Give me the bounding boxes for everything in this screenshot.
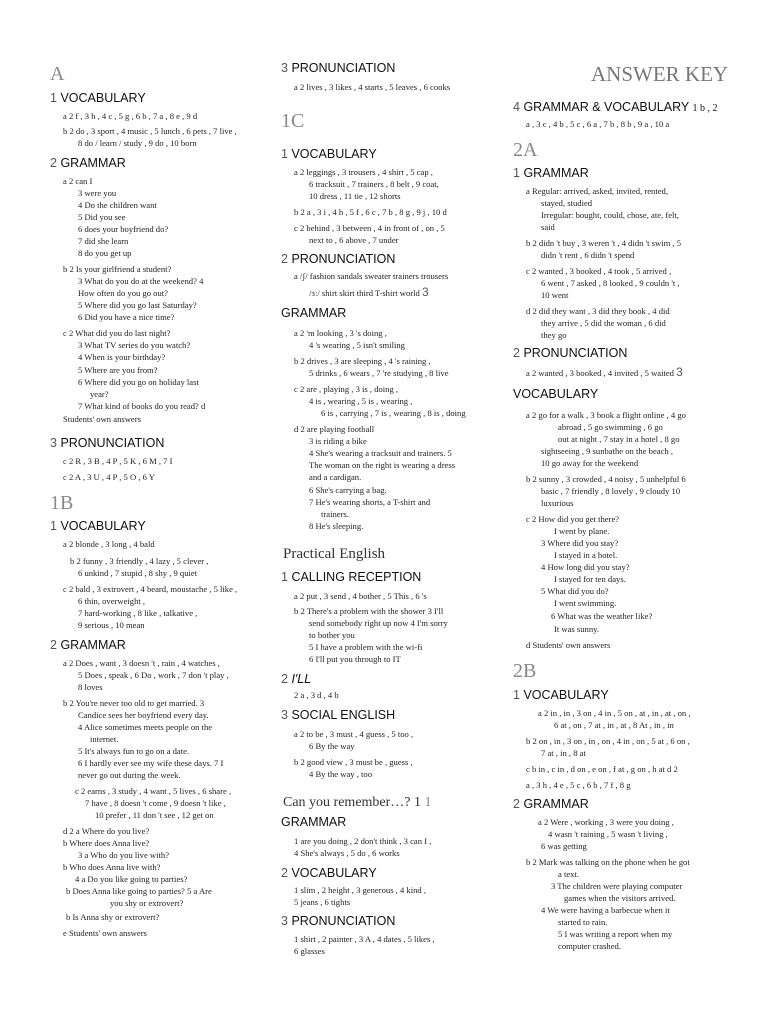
answer-line: 4 How long did you stay?	[541, 562, 630, 572]
answer-line: a /ʃ/ fashion sandals sweater trainers trousers	[294, 271, 449, 281]
section-heading: 2 GRAMMAR	[50, 638, 126, 652]
answer-line: 4 is , wearing , 5 is , wearing ,	[309, 396, 413, 406]
answer-line: 7 He's wearing shorts, a T-shirt and	[309, 497, 431, 507]
answer-line: 7 What kind of books do you read? d	[78, 401, 206, 411]
answer-line: c 2 earns , 3 study , 4 want , 5 lives , 6 share ,	[75, 786, 232, 796]
answer-line: 4 a Do you like going to parties?	[75, 874, 188, 884]
section-heading: 3 PRONUNCIATION	[50, 436, 165, 450]
answer-line: 5 I was writing a report when my	[558, 929, 673, 939]
answer-line: 10 go away for the weekend	[541, 458, 639, 468]
answer-line: trainers.	[321, 509, 349, 519]
answer-line: to bother you	[309, 630, 355, 640]
answer-line: 4 We were having a barbecue when it	[541, 905, 670, 915]
answer-line: Students' own answers	[63, 414, 141, 424]
answer-line: 5 I have a problem with the wi-fi	[309, 642, 423, 652]
answer-line: and a cardigan.	[309, 472, 362, 482]
answer-line: 1 are you doing , 2 don't think , 3 can I ,	[294, 836, 432, 846]
answer-line: /ɜː/ shirt skirt third T-shirt world 3	[309, 285, 429, 299]
answer-line: send somebody right up now 4 I'm sorry	[309, 618, 448, 628]
unit-heading-1c: 1C	[281, 110, 305, 132]
answer-line: 7 at , in , 8 at	[541, 748, 586, 758]
answer-line: b 2 on , in , 3 on , in , on , 4 in , on , 5 at , 6 on ,	[526, 736, 690, 746]
answer-line: Irregular: bought, could, chose, ate, felt,	[541, 210, 679, 220]
answer-line: 3 The children were playing computer	[551, 881, 683, 891]
answer-line: 6 went , 7 asked , 8 looked , 9 couldn 't ,	[541, 278, 680, 288]
answer-line: 9 serious , 10 mean	[78, 620, 145, 630]
answer-line: year?	[90, 389, 109, 399]
answer-line: 10 prefer , 11 don 't see , 12 get on	[95, 810, 214, 820]
answer-line: d 2 a Where do you live?	[63, 826, 150, 836]
section-heading: 1 GRAMMAR	[513, 166, 589, 180]
answer-line: a 2 go for a walk , 3 book a flight online , 4 go	[526, 410, 686, 420]
answer-line: 6 was getting	[541, 841, 587, 851]
answer-line: b Where does Anna live?	[63, 838, 150, 848]
answer-line: c 2 behind , 3 between , 4 in front of , on , 5	[294, 223, 445, 233]
answer-line: 2 a , 3 d , 4 b	[294, 690, 339, 700]
unit-heading-2b: 2B	[513, 660, 537, 682]
answer-line: 5 Does , speak , 6 Do , work , 7 don 't play ,	[78, 670, 229, 680]
unit-heading-a: A	[50, 63, 65, 85]
answer-line: 4 Do the children want	[78, 200, 157, 210]
answer-line: I stayed in a hotel.	[554, 550, 618, 560]
answer-line: 4 She's always , 5 do , 6 works	[294, 848, 400, 858]
section-heading: 4 GRAMMAR & VOCABULARY 1 b , 2	[513, 100, 718, 114]
answer-line: 8 loves	[78, 682, 103, 692]
answer-line: they arrive , 5 did the woman , 6 did	[541, 318, 666, 328]
answer-line: I went by plane.	[554, 526, 610, 536]
answer-line: 3 were you	[78, 188, 117, 198]
section-heading: 2 I'LL	[281, 672, 312, 686]
answer-line: b 2 Mark was talking on the phone when he got	[526, 857, 690, 867]
answer-line: 8 do you get up	[78, 248, 132, 258]
answer-line: basic , 7 friendly , 8 lovely , 9 cloudy 10	[541, 486, 681, 496]
page-title: ANSWER KEY	[591, 62, 729, 86]
section-heading: VOCABULARY	[513, 387, 599, 401]
section-heading: 2 PRONUNCIATION	[281, 252, 396, 266]
answer-line: they go	[541, 330, 567, 340]
answer-line: 10 went	[541, 290, 569, 300]
answer-line: a 2 can I	[63, 176, 93, 186]
answer-line: 1 shirt , 2 painter , 3 A , 4 dates , 5 likes ,	[294, 934, 435, 944]
answer-line: a 2 lives , 3 likes , 4 starts , 5 leaves , 6 cooks	[294, 82, 451, 92]
answer-line: 3 What do you do at the weekend? 4	[78, 276, 204, 286]
answer-line: out at night , 7 stay in a hotel , 8 go	[558, 434, 680, 444]
answer-line: never go out during the week.	[78, 770, 181, 780]
answer-line: a 2 Were , working , 3 were you doing ,	[538, 817, 674, 827]
answer-line: 6 I'll put you through to IT	[309, 654, 401, 664]
answer-line: e Students' own answers	[63, 928, 147, 938]
answer-line: 6 thin, overweight ,	[78, 596, 146, 606]
answer-line: 6 does your boyfriend do?	[78, 224, 169, 234]
answer-line: b 2 didn 't buy , 3 weren 't , 4 didn 't swim , 5	[526, 238, 682, 248]
answer-line: 4 Alice sometimes meets people on the	[78, 722, 213, 732]
answer-line: I stayed for ten days.	[554, 574, 626, 584]
answer-line: 3 What TV series do you watch?	[78, 340, 191, 350]
answer-line: a 2 leggings , 3 trousers , 4 shirt , 5 cap ,	[294, 167, 433, 177]
answer-line: b 2 good view , 3 must be , guess ,	[294, 757, 413, 767]
answer-line: 4 's wearing , 5 isn't smiling	[309, 340, 405, 350]
unit-heading-1b: 1B	[50, 492, 74, 514]
answer-line: 4 wasn 't raining , 5 wasn 't living ,	[548, 829, 668, 839]
answer-line: b 2 drives , 3 are sleeping , 4 's raining ,	[294, 356, 431, 366]
section-heading: 3 PRONUNCIATION	[281, 914, 396, 928]
section-heading: 3 SOCIAL ENGLISH	[281, 708, 396, 722]
answer-line: b 2 do , 3 sport , 4 music , 5 lunch , 6 pets , 7 live ,	[63, 126, 237, 136]
answer-line: 7 did she learn	[78, 236, 129, 246]
answer-line: c 2 What did you do last night?	[63, 328, 171, 338]
answer-line: 8 do / learn / study , 9 do , 10 born	[78, 138, 197, 148]
answer-line: 6 at , on , 7 at , in , at , 8 At , in , in	[554, 720, 674, 730]
answer-line: b 2 a , 3 i , 4 h , 5 f , 6 c , 7 b , 8 g , 9 j , 10 d	[294, 207, 447, 217]
section-heading: 2 PRONUNCIATION	[513, 346, 628, 360]
answer-line: 6 What was the weather like?	[551, 611, 653, 621]
answer-line: 6 tracksuit , 7 trainers , 8 belt , 9 coat,	[309, 179, 439, 189]
answer-line: 10 dress , 11 tie , 12 shorts	[309, 191, 401, 201]
answer-line: 4 By the way , too	[309, 769, 373, 779]
answer-line: stayed, studied	[541, 198, 593, 208]
answer-line: c 2 wanted , 3 booked , 4 took , 5 arrived ,	[526, 266, 672, 276]
answer-line: d Students' own answers	[526, 640, 611, 650]
answer-line: Candice sees her boyfriend every day.	[78, 710, 209, 720]
answer-line: a , 3 c , 4 b , 5 c , 6 a , 7 b , 8 b , 9 a , 10 a	[526, 119, 670, 129]
section-heading: 1 CALLING RECEPTION	[281, 570, 422, 584]
answer-line: 8 He's sleeping.	[309, 521, 364, 531]
answer-line: started to rain.	[558, 917, 608, 927]
answer-line: you shy or extrovert?	[110, 898, 184, 908]
answer-line: b 2 funny , 3 friendly , 4 lazy , 5 clever ,	[70, 556, 209, 566]
answer-line: b Who does Anna live with?	[63, 862, 161, 872]
section-heading: 1 VOCABULARY	[50, 91, 146, 105]
answer-line: 6 unkind , 7 stupid , 8 shy , 9 quiet	[78, 568, 198, 578]
answer-line: 4 She's wearing a tracksuit and trainers. 5	[309, 448, 452, 458]
answer-line: 1 slim , 2 height , 3 generous , 4 kind ,	[294, 885, 426, 895]
answer-line: a 2 to be , 3 must , 4 guess , 5 too ,	[294, 729, 414, 739]
answer-line: c 2 are , playing , 3 is , doing ,	[294, 384, 399, 394]
section-heading: 1 VOCABULARY	[513, 688, 609, 702]
answer-line: 5 It's always fun to go on a date.	[78, 746, 190, 756]
answer-line: 5 Where are you from?	[78, 365, 158, 375]
unit-heading-2a: 2A	[513, 139, 538, 161]
practical-english-heading: Practical English	[283, 546, 386, 562]
answer-line: 7 have , 8 doesn 't come , 9 doesn 't like ,	[85, 798, 226, 808]
answer-line: a 2 blonde , 3 long , 4 bald	[63, 539, 155, 549]
section-heading: 1 VOCABULARY	[281, 147, 377, 161]
answer-line: b Does Anna like going to parties? 5 a Are	[66, 886, 212, 896]
answer-line: a 2 f , 3 h , 4 c , 5 g , 6 b , 7 a , 8 e , 9 d	[63, 111, 198, 121]
answer-line: 6 glasses	[294, 946, 325, 956]
section-heading: 2 GRAMMAR	[50, 156, 126, 170]
answer-line: a 2 in , in , 3 on , 4 in , 5 on , at , in , at , on ,	[538, 708, 691, 718]
answer-line: 7 hard-working , 8 like , talkative ,	[78, 608, 198, 618]
answer-line: I went swimming.	[554, 598, 617, 608]
answer-line: The woman on the right is wearing a dress	[309, 460, 456, 470]
section-heading: 2 VOCABULARY	[281, 866, 377, 880]
section-heading: GRAMMAR	[281, 815, 347, 829]
answer-line: a text.	[558, 869, 579, 879]
answer-line: didn 't rent , 6 didn 't spend	[541, 250, 635, 260]
answer-line: 6 Did you have a nice time?	[78, 312, 175, 322]
answer-line: next to , 6 above , 7 under	[309, 235, 399, 245]
answer-line: b Is Anna shy or extrovert?	[66, 912, 160, 922]
answer-line: c 2 bald , 3 extrovert , 4 beard, moustache , 5 like ,	[63, 584, 238, 594]
answer-line: a 2 'm looking , 3 's doing ,	[294, 328, 387, 338]
answer-line: a Regular: arrived, asked, invited, rented,	[526, 186, 668, 196]
answer-line: 6 She's carrying a bag.	[309, 485, 387, 495]
answer-line: b 2 There's a problem with the shower 3 I'll	[294, 606, 444, 616]
answer-line: 5 Where did you go last Saturday?	[78, 300, 197, 310]
answer-line: 5 What did you do?	[541, 586, 609, 596]
answer-line: said	[541, 222, 555, 232]
answer-line: 4 When is your birthday?	[78, 352, 166, 362]
answer-line: luxurious	[541, 498, 574, 508]
answer-line: It was sunny.	[554, 624, 600, 634]
answer-line: d 2 are playing football	[294, 424, 375, 434]
answer-line: internet.	[90, 734, 119, 744]
answer-line: 3 Where did you stay?	[541, 538, 619, 548]
answer-line: abroad , 5 go swimming , 6 go	[558, 422, 663, 432]
answer-line: a 2 put , 3 send , 4 bother , 5 This , 6 's	[294, 591, 427, 601]
answer-line: 6 is , carrying , 7 is , wearing , 8 is , doing	[321, 408, 466, 418]
answer-line: a 2 wanted , 3 booked , 4 invited , 5 waited 3	[526, 365, 683, 379]
answer-line: c 2 R , 3 B , 4 P , 5 K , 6 M , 7 I	[63, 456, 173, 466]
answer-line: 3 is riding a bike	[309, 436, 367, 446]
answer-line: 6 By the way	[309, 741, 355, 751]
answer-line: c b in , c in , d on , e on , f at , g on , h at d 2	[526, 764, 678, 774]
answer-line: computer crashed.	[558, 941, 621, 951]
answer-line: 3 a Who do you live with?	[78, 850, 170, 860]
section-heading: 2 GRAMMAR	[513, 797, 589, 811]
answer-line: c 2 How did you get there?	[526, 514, 620, 524]
answer-line: 6 Where did you go on holiday last	[78, 377, 199, 387]
answer-line: sightseeing , 9 sunbathe on the beach ,	[541, 446, 673, 456]
answer-line: b 2 You're never too old to get married. 3	[63, 698, 205, 708]
answer-line: games when the visitors arrived.	[564, 893, 676, 903]
answer-line: c 2 A , 3 U , 4 P , 5 O , 6 Y	[63, 472, 155, 482]
answer-line: b 2 sunny , 3 crowded , 4 noisy , 5 unhelpful 6	[526, 474, 686, 484]
answer-line: 5 Did you see	[78, 212, 126, 222]
section-heading: GRAMMAR	[281, 306, 347, 320]
answer-line: b 2 Is your girlfriend a student?	[63, 264, 172, 274]
answer-line: 6 I hardly ever see my wife these days. 7 I	[78, 758, 224, 768]
answer-line: a 2 Does , want , 3 doesn 't , rain , 4 watches ,	[63, 658, 220, 668]
answer-line: 5 drinks , 6 wears , 7 're studying , 8 live	[309, 368, 449, 378]
section-heading: 3 PRONUNCIATION	[281, 61, 396, 75]
answer-line: 5 jeans , 6 tights	[294, 897, 351, 907]
can-you-remember-heading: Can you remember…? 1 1	[283, 795, 432, 810]
answer-line: d 2 did they want , 3 did they book , 4 did	[526, 306, 670, 316]
answer-line: a , 3 h , 4 e , 5 c , 6 b , 7 f , 8 g	[526, 780, 631, 790]
section-heading: 1 VOCABULARY	[50, 519, 146, 533]
answer-line: How often do you go out?	[78, 288, 168, 298]
